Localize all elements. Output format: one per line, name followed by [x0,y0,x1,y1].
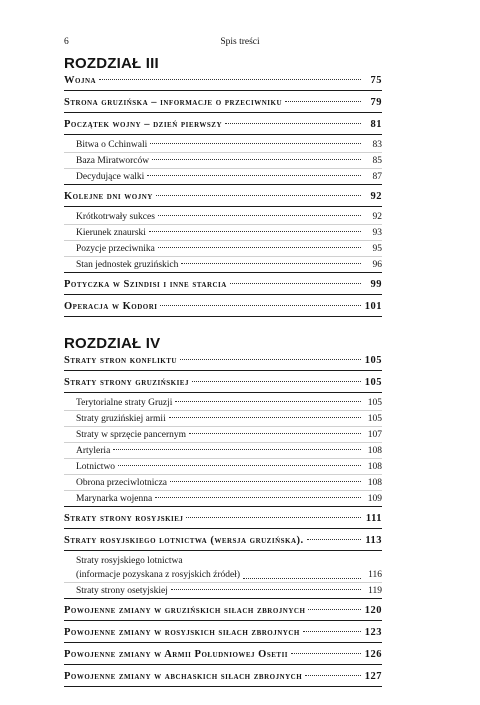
toc-section-entry[interactable] [64,276,382,295]
entry-page-number: 95 [372,244,382,254]
dot-leader [160,305,361,306]
toc-subsection-entry[interactable] [64,170,382,185]
dot-leader [186,517,361,518]
entry-page-number: 105 [367,414,382,424]
entry-title: Straty stron konfliktu [64,355,177,366]
chapter-heading: ROZDZIAŁ III [64,55,159,72]
dot-leader [181,263,361,264]
toc-section-entry[interactable] [64,352,382,371]
dot-leader [230,283,361,284]
toc-subsection-entry[interactable] [64,242,382,257]
entry-page-number: 105 [367,398,382,408]
entry-page-number: 123 [364,627,382,638]
dot-leader [169,417,361,418]
dot-leader [303,631,361,632]
toc-section-entry[interactable] [64,298,382,317]
toc-subsection-entry[interactable] [64,428,382,443]
dot-leader [305,675,361,676]
entry-title: Bitwa o Cchinwali [76,140,148,150]
entry-page-number: 111 [365,513,382,524]
toc-subsection-entry[interactable] [64,258,382,273]
entry-title: Krótkotrwały sukces [76,212,155,222]
entry-title: Strona gruzińska – informacje o przeciwniku [64,97,283,108]
entry-title-line: Straty rosyjskiego lotnictwa [76,556,183,566]
toc-subsection-entry[interactable] [64,226,382,241]
entry-title: Straty strony rosyjskiej [64,513,184,524]
dot-leader [291,653,361,654]
entry-title: Straty strony gruzińskiej [64,377,189,388]
entry-page-number: 108 [367,462,382,472]
toc-subsection-entry[interactable] [64,476,382,491]
dot-leader [156,195,361,196]
entry-page-number: 81 [370,119,382,130]
toc-section-entry[interactable] [64,668,382,687]
entry-page-number: 87 [372,172,382,182]
entry-title: Lotnictwo [76,462,116,472]
toc-section-entry[interactable] [64,602,382,621]
dot-leader [225,123,361,124]
entry-title: Straty w sprzęcie pancernym [76,430,186,440]
dot-leader [180,359,361,360]
entry-title: Potyczka w Szindisi i inne starcia [64,279,227,290]
entry-page-number: 99 [370,279,382,290]
entry-page-number: 92 [370,191,382,202]
entry-page-number: 105 [364,377,382,388]
dot-leader [118,465,361,466]
chapter-section [64,55,382,317]
entry-title: Straty rosyjskiego lotnictwa (wersja gruzińska). [64,535,304,546]
entry-title: Początek wojny – dzień pierwszy [64,119,222,130]
dot-leader [171,589,361,590]
entry-page-number: 107 [367,430,382,440]
toc-subsection-entry[interactable] [64,460,382,475]
dot-leader [308,609,361,610]
toc-subsection-entry[interactable] [64,492,382,507]
running-head [0,35,480,49]
dot-leader [150,143,361,144]
entry-title: Wojna [64,75,97,86]
entry-title: Artyleria [76,446,111,456]
chapter-section [64,335,382,687]
entry-title: Powojenne zmiany w rosyjskich siłach zbrojnych [64,627,300,638]
entry-title: Straty strony osetyjskiej [76,586,168,596]
toc-section-entry[interactable] [64,624,382,643]
entry-page-number: 75 [370,75,382,86]
toc-subsection-entry[interactable] [64,154,382,169]
toc-section-entry[interactable] [64,532,382,551]
dot-leader [170,481,361,482]
toc-subsection-entry[interactable] [64,396,382,411]
entry-page-number: 126 [364,649,382,660]
dot-leader [243,578,361,579]
dot-leader [307,539,361,540]
entry-page-number: 119 [368,586,382,596]
dot-leader [189,433,361,434]
entry-page-number: 96 [372,260,382,270]
entry-title: Powojenne zmiany w Armii Południowej Osetii [64,649,289,660]
toc-section-entry[interactable] [64,374,382,393]
toc-section-entry[interactable] [64,72,382,91]
entry-title: Obrona przeciwlotnicza [76,478,167,488]
dot-leader [149,231,361,232]
page-number: 6 [64,37,69,47]
toc-subsection-entry[interactable] [64,412,382,427]
entry-page-number: 108 [367,478,382,488]
entry-page-number: 85 [372,156,382,166]
table-of-contents [64,55,382,705]
entry-page-number: 92 [372,212,382,222]
entry-page-number: 127 [364,671,382,682]
entry-title: Pozycje przeciwnika [76,244,155,254]
dot-leader [175,401,361,402]
chapter-heading: ROZDZIAŁ IV [64,335,161,352]
dot-leader [158,215,361,216]
toc-subsection-entry[interactable] [64,554,382,583]
entry-page-number: 120 [364,605,382,616]
toc-subsection-entry[interactable] [64,210,382,225]
dot-leader [99,79,361,80]
toc-subsection-entry[interactable] [64,584,382,599]
dot-leader [158,247,361,248]
entry-title: Kierunek znaurski [76,228,146,238]
entry-title: Kolejne dni wojny [64,191,153,202]
dot-leader [285,101,361,102]
toc-section-entry[interactable] [64,94,382,113]
entry-title: Operacja w Kodori [64,301,158,312]
entry-page-number: 113 [365,535,382,546]
entry-title-line: (informacje pozyskana z rosyjskich źródeł) [76,570,241,580]
dot-leader [152,159,361,160]
dot-leader [192,381,361,382]
running-title: Spis treści [220,37,260,47]
entry-title: Baza Miratworców [76,156,150,166]
entry-title [76,554,240,582]
dot-leader [147,175,361,176]
entry-page-number: 108 [367,446,382,456]
entry-title: Powojenne zmiany w abchaskich siłach zbrojnych [64,671,303,682]
entry-title: Straty gruzińskiej armii [76,414,166,424]
entry-page-number: 116 [368,570,382,580]
entry-page-number: 105 [364,355,382,366]
dot-leader [155,497,361,498]
entry-title: Stan jednostek gruzińskich [76,260,179,270]
entry-page-number: 101 [364,301,382,312]
toc-section-entry[interactable] [64,116,382,135]
entry-title: Powojenne zmiany w gruzińskich siłach zbrojnych [64,605,306,616]
dot-leader [113,449,361,450]
entry-page-number: 83 [372,140,382,150]
toc-subsection-entry[interactable] [64,138,382,153]
toc-subsection-entry[interactable] [64,444,382,459]
entry-page-number: 109 [367,494,382,504]
entry-title: Decydujące walki [76,172,145,182]
toc-section-entry[interactable] [64,188,382,207]
entry-page-number: 93 [372,228,382,238]
entry-title: Terytorialne straty Gruzji [76,398,173,408]
toc-entries [64,72,382,317]
toc-entries [64,352,382,687]
toc-section-entry[interactable] [64,646,382,665]
entry-page-number: 79 [370,97,382,108]
toc-section-entry[interactable] [64,510,382,529]
entry-title: Marynarka wojenna [76,494,153,504]
